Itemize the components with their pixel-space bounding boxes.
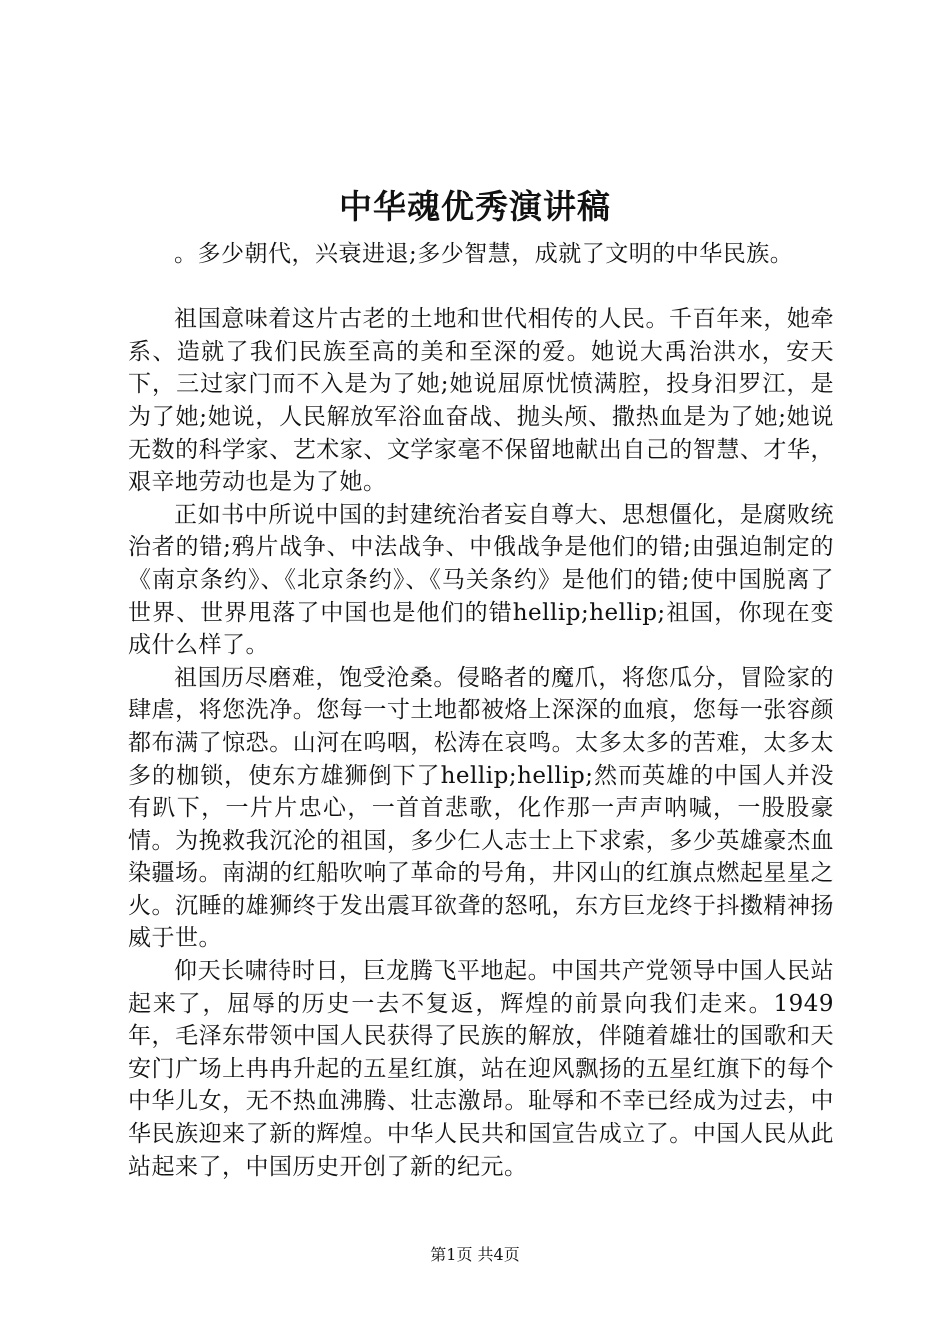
paragraph-motherland: 祖国意味着这片古老的土地和世代相传的人民。千百年来，她牵系、造就了我们民族至高的美和至深的爱。她说大禹治洪水，安天下，三过家门而不入是为了她;她说屈原忧愤满腔，投身汨罗江，是为了她;她说，人民解放军浴血奋战、抛头颅、撒热血是为了她;她说无数的科学家、艺术家、文学家毫不保留地献出自己的智慧、才华，艰辛地劳动也是为了她。 [128, 306, 834, 496]
paragraph-feudal-rulers: 正如书中所说中国的封建统治者妄自尊大、思想僵化，是腐败统治者的错;鸦片战争、中法战争、中俄战争是他们的错;由强迫制定的《南京条约》、《北京条约》、《马关条约》是他们的错;使中国脱离了世界、世界甩落了中国也是他们的错hellip;hellip;祖国，你现在变成什么样了。 [128, 501, 834, 659]
document-title: 中华魂优秀演讲稿 [339, 187, 611, 226]
document-body [128, 238, 834, 1183]
intro-paragraph: 。多少朝代，兴衰进退;多少智慧，成就了文明的中华民族。 [174, 241, 794, 267]
paragraph-new-era: 仰天长啸待时日，巨龙腾飞平地起。中国共产党领导中国人民站起来了，屈辱的历史一去不复返，辉煌的前景向我们走来。1949年，毛泽东带领中国人民获得了民族的解放，伴随着雄壮的国歌和天安门广场上冉冉升起的五星红旗，站在迎风飘扬的五星红旗下的每个中华儿女，无不热血沸腾、壮志激昂。耻辱和不幸已经成为过去，中华民族迎来了新的辉煌。中华人民共和国宣告成立了。中国人民从此站起来了，中国历史开创了新的纪元。 [128, 958, 834, 1180]
paragraph-hardships: 祖国历尽磨难，饱受沧桑。侵略者的魔爪，将您瓜分，冒险家的肆虐，将您洗净。您每一寸土地都被烙上深深的血痕，您每一张容颜都布满了惊恐。山河在呜咽，松涛在哀鸣。太多太多的苦难，太多太多的枷锁，使东方雄狮倒下了hellip;hellip;然而英雄的中国人并没有趴下，一片片忠心，一首首悲歌，化作那一声声呐喊，一股股豪情。为挽救我沉沦的祖国，多少仁人志士上下求索，多少英雄豪杰血染疆场。南湖的红船吹响了革命的号角，井冈山的红旗点燃起星星之火。沉睡的雄狮终于发出震耳欲聋的怒吼，东方巨龙终于抖擞精神扬威于世。 [128, 664, 834, 952]
page-number-footer: 第1页 共4页 [430, 1245, 520, 1264]
